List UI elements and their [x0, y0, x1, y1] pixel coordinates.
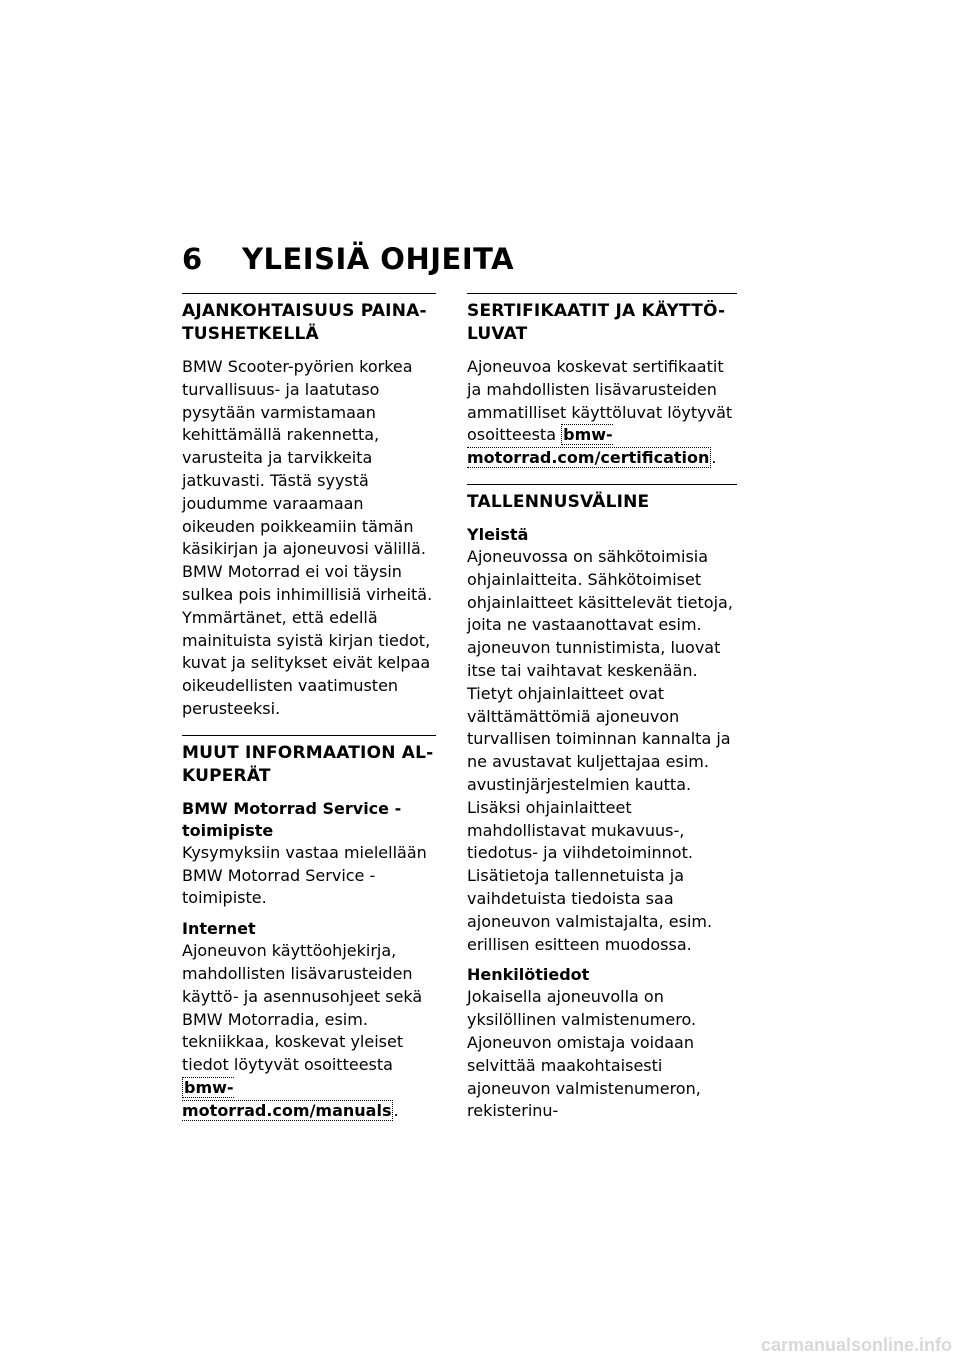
body-service: Kysymyksiin vastaa mielellään BMW Motorrad Service -toimipiste.: [182, 842, 427, 908]
body-personal-data: Jokaisella ajoneuvolla on yksilöllinen valmistenumero. Ajoneuvon omistaja voidaan selvittää maakohtaisesti ajoneuvon valmistenumeron, rekisterinu-: [467, 987, 701, 1121]
right-column: [467, 293, 737, 1137]
body-certificates: [467, 356, 737, 470]
chapter-title: [182, 242, 514, 276]
subheading-service: BMW Motorrad Service -toimipiste: [182, 798, 402, 840]
section-divider: [182, 293, 436, 294]
section-heading: MUUT INFORMAATION AL-KUPERÄT: [182, 742, 434, 786]
section-heading: AJANKOHTAISUUS PAINA-TUSHETKELLÄ: [182, 301, 427, 344]
body-general-more: Lisätietoja tallennetuista ja vaihdetuista tiedoista saa ajoneuvon valmistajalta, esim. erillisen esitteen muodossa.: [467, 866, 713, 954]
section-timeliness: [182, 293, 436, 721]
chapter-title-text: YLEISIÄ OHJEITA: [242, 242, 515, 276]
section-body: BMW Scooter-pyörien korkea turvallisuus- ja laatutaso pysytään varmistamaan kehittämällä rakennetta, varusteita ja tarvikkeita jatkuvasti. Tästä syystä joudumme varaamaan oikeuden poikkeamiin tämän käsikirjan ja ajoneuvosi välillä. BMW Motorrad ei voi täysin sulkea pois inhimillisiä virheitä. Ymmärtänet, että edellä mainituista syistä kirjan tiedot, kuvat ja selitykset eivät kelpaa oikeudellisten vaatimusten perusteeksi.: [182, 357, 433, 718]
body-internet-text: Ajoneuvon käyttöohjekirja, mahdollisten lisävarusteiden käyttö- ja asennusohjeet sekä BMW Motorradia, esim. tekniikkaa, koskevat yleiset tiedot löytyvät osoitteesta: [182, 941, 423, 1075]
body-internet: [182, 940, 436, 1122]
link-period: .: [393, 1100, 399, 1120]
section-other-sources: [182, 735, 436, 1123]
chapter-number: 6: [182, 242, 203, 276]
section-divider: [467, 484, 737, 485]
body-general: Ajoneuvossa on sähkötoimisia ohjainlaitteita. Sähkötoimiset ohjainlaitteet käsittelevät tietoja, joita ne vastaanottavat esim. ajoneuvon tunnistimista, luovat itse tai vaihtavat keskenään. Tietyt ohjainlaitteet ovat välttämättömiä ajoneuvon turvallisen toiminnan kannalta ja ne avustavat kuljettajaa esim. avustinjärjestelmien kautta. Lisäksi ohjainlaitteet mahdollistavat mukavuus-, tiedotus- ja viihdetoiminnot.: [467, 546, 733, 863]
body-certificates-text: Ajoneuvoa koskevat sertifikaatit ja mahdollisten lisävarusteiden ammatilliset käyttöluvat löytyvät osoitteesta: [467, 357, 733, 445]
section-divider: [182, 735, 436, 736]
manuals-link[interactable]: bmw-motorrad.com/manuals: [182, 1077, 392, 1120]
watermark: carmanualsonline.info: [760, 1335, 952, 1355]
subheading-general: Yleistä: [467, 524, 529, 544]
subheading-personal-data: Henkilötiedot: [467, 965, 590, 985]
section-storage-medium: [467, 484, 737, 1123]
left-column: [182, 293, 436, 1137]
section-certificates: [467, 293, 737, 470]
section-heading: SERTIFIKAATIT JA KÄYTTÖ-LUVAT: [467, 301, 726, 344]
section-heading: TALLENNUSVÄLINE: [467, 491, 650, 512]
section-divider: [467, 293, 737, 294]
certification-link[interactable]: bmw-motorrad.com/certification: [467, 425, 710, 468]
link-period: .: [711, 448, 717, 468]
subheading-internet: Internet: [182, 919, 256, 939]
